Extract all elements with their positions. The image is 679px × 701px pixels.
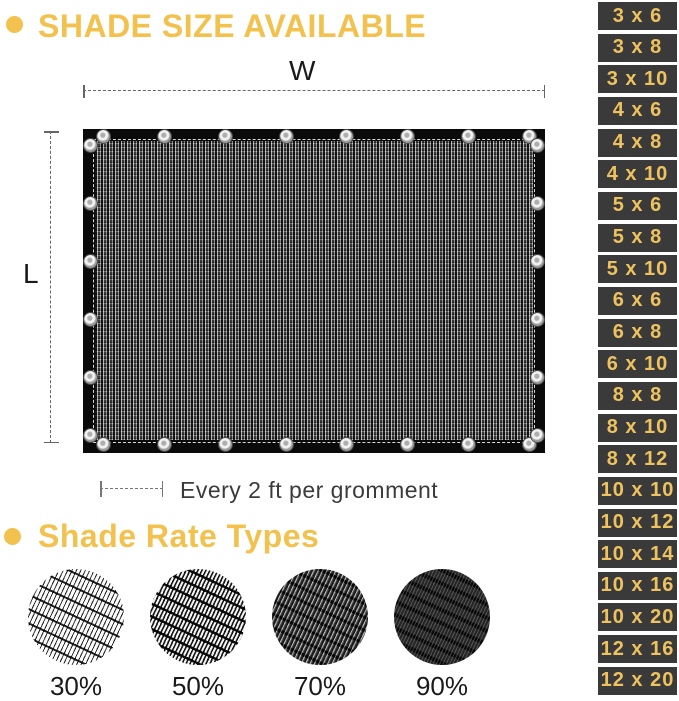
grommet-icon bbox=[531, 313, 544, 326]
grommet-icon bbox=[219, 438, 232, 451]
grommet-icon bbox=[158, 438, 171, 451]
shade-swatch-30 bbox=[28, 569, 124, 665]
grommet-column-left bbox=[84, 139, 97, 442]
mesh-texture bbox=[95, 141, 533, 440]
size-option: 4 x 8 bbox=[598, 129, 677, 157]
grommet-row-top bbox=[97, 130, 536, 143]
shade-swatch-70 bbox=[272, 569, 368, 665]
size-option: 3 x 8 bbox=[598, 34, 677, 62]
shade-rate-figure bbox=[264, 569, 376, 701]
shade-rate-figure bbox=[20, 569, 132, 701]
size-option: 3 x 10 bbox=[598, 65, 677, 93]
section-bullet-icon bbox=[6, 16, 23, 33]
grommet-column-right bbox=[531, 139, 544, 442]
grommet-icon bbox=[401, 130, 414, 143]
shade-size-title: SHADE SIZE AVAILABLE bbox=[38, 8, 427, 44]
grommet-icon bbox=[462, 130, 475, 143]
grommet-icon bbox=[97, 438, 110, 451]
shade-rate-label: 30% bbox=[49, 671, 103, 701]
size-option: 5 x 8 bbox=[598, 224, 677, 252]
length-dimension-line bbox=[50, 131, 51, 443]
size-option: 8 x 10 bbox=[598, 414, 677, 442]
shade-rate-label: 70% bbox=[293, 671, 347, 701]
grommet-row-bottom bbox=[97, 438, 536, 451]
size-option: 10 x 14 bbox=[598, 540, 677, 568]
grommet-icon bbox=[280, 130, 293, 143]
width-dimension-label: W bbox=[289, 55, 316, 86]
size-option: 12 x 16 bbox=[598, 635, 677, 663]
grommet-spacing-bracket bbox=[100, 488, 163, 489]
grommet-icon bbox=[531, 139, 544, 152]
grommet-icon bbox=[84, 197, 97, 210]
size-option: 10 x 10 bbox=[598, 477, 677, 505]
grommet-icon bbox=[531, 197, 544, 210]
size-option: 5 x 10 bbox=[598, 255, 677, 283]
grommet-icon bbox=[280, 438, 293, 451]
size-list bbox=[598, 2, 677, 695]
shade-cloth-diagram bbox=[83, 129, 545, 453]
shade-rate-figure bbox=[386, 569, 498, 701]
size-option: 10 x 16 bbox=[598, 572, 677, 600]
shade-rate-label: 90% bbox=[415, 671, 469, 701]
size-option: 4 x 6 bbox=[598, 97, 677, 125]
grommet-icon bbox=[531, 255, 544, 268]
size-option: 8 x 8 bbox=[598, 382, 677, 410]
grommet-note: Every 2 ft per gromment bbox=[180, 477, 439, 503]
shade-rate-row bbox=[20, 569, 498, 701]
width-dimension-line bbox=[83, 90, 545, 91]
grommet-icon bbox=[401, 438, 414, 451]
shade-rate-title: Shade Rate Types bbox=[38, 518, 320, 554]
length-dimension-label: L bbox=[23, 258, 39, 289]
grommet-icon bbox=[84, 429, 97, 442]
grommet-icon bbox=[462, 438, 475, 451]
grommet-icon bbox=[531, 429, 544, 442]
size-option: 12 x 20 bbox=[598, 667, 677, 695]
size-option: 3 x 6 bbox=[598, 2, 677, 30]
grommet-icon bbox=[158, 130, 171, 143]
section-bullet-icon bbox=[4, 528, 21, 545]
shade-rate-figure bbox=[142, 569, 254, 701]
size-option: 8 x 12 bbox=[598, 445, 677, 473]
grommet-icon bbox=[84, 371, 97, 384]
size-option: 5 x 6 bbox=[598, 192, 677, 220]
grommet-icon bbox=[84, 139, 97, 152]
grommet-icon bbox=[84, 313, 97, 326]
shade-rate-label: 50% bbox=[171, 671, 225, 701]
size-option: 10 x 20 bbox=[598, 603, 677, 631]
grommet-icon bbox=[97, 130, 110, 143]
size-option: 6 x 8 bbox=[598, 319, 677, 347]
size-option: 4 x 10 bbox=[598, 160, 677, 188]
size-option: 6 x 6 bbox=[598, 287, 677, 315]
shade-swatch-50 bbox=[150, 569, 246, 665]
grommet-icon bbox=[219, 130, 232, 143]
shade-swatch-90 bbox=[394, 569, 490, 665]
grommet-icon bbox=[340, 130, 353, 143]
size-option: 10 x 12 bbox=[598, 509, 677, 537]
grommet-icon bbox=[340, 438, 353, 451]
grommet-icon bbox=[84, 255, 97, 268]
grommet-icon bbox=[531, 371, 544, 384]
size-option: 6 x 10 bbox=[598, 350, 677, 378]
